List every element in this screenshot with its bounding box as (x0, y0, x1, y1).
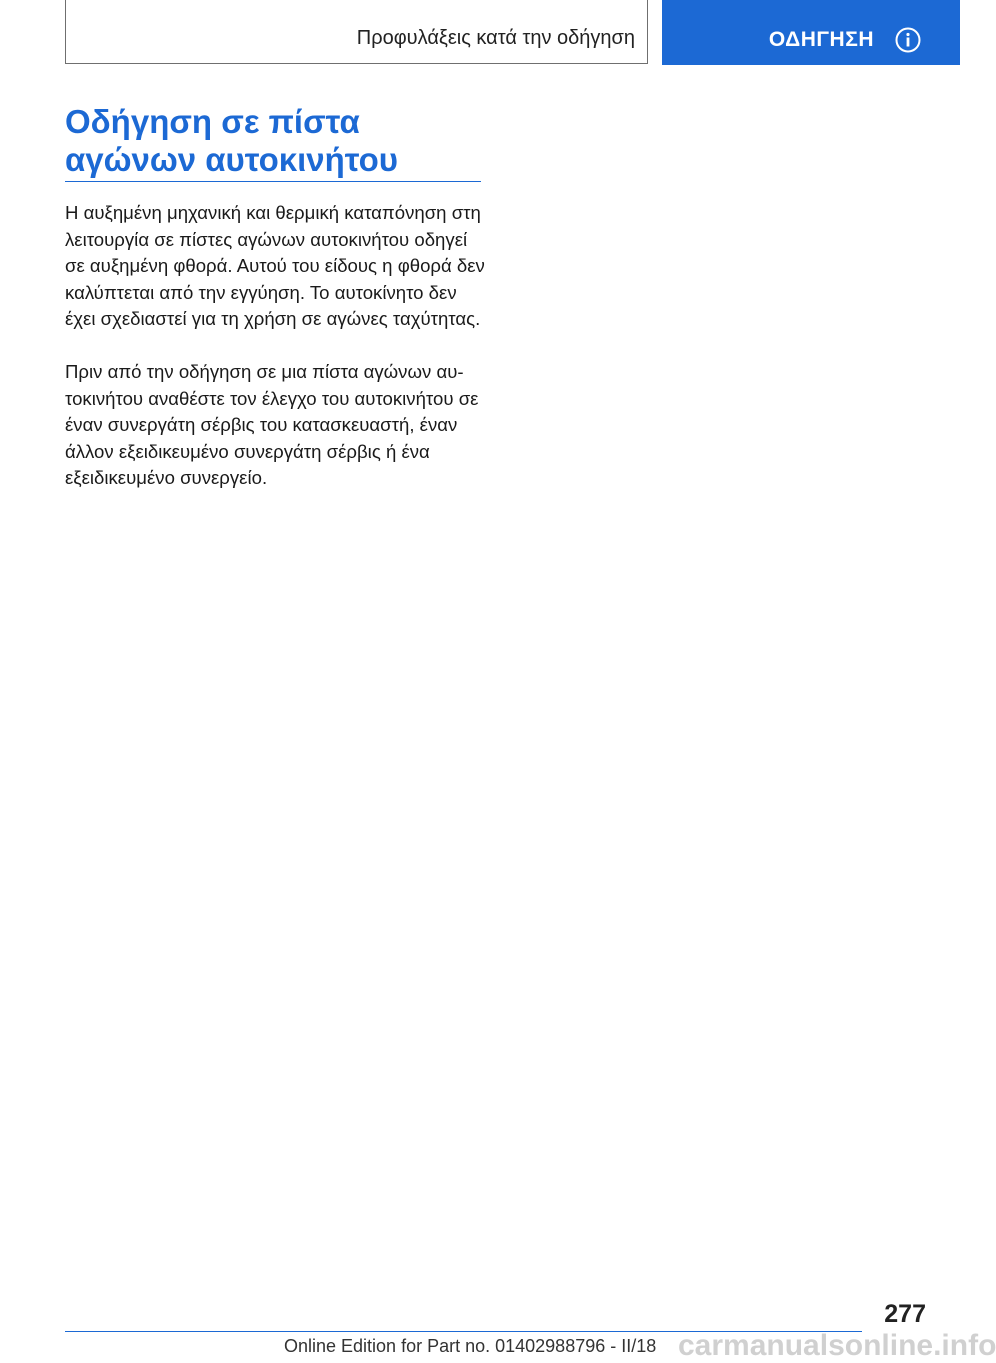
page-title: Οδήγηση σε πίστα αγώνων αυτοκινήτου (65, 103, 398, 178)
header-breadcrumb-box (65, 0, 648, 64)
title-divider (65, 181, 481, 182)
section-tab-label: ΟΔΗΓΗΣΗ (768, 28, 874, 51)
watermark: carmanualsonline.info (678, 1329, 996, 1362)
section-tab[interactable] (662, 0, 960, 65)
body-paragraph: Η αυξημένη μηχανική και θερμική καταπόνηση στη λειτουργία σε πίστες αγώνων αυτοκινήτου οδηγεί σε αυξημένη φθορά. Αυτού του είδους η φθορά δεν καλύπτεται από την εγγύηση. Το αυτοκίνητο δεν έχει σχεδιαστεί για τη χρήση σε αγώνες ταχύτητας. (65, 202, 485, 330)
body-paragraph: Πριν από την οδήγηση σε μια πίστα αγώνων αυτοκινήτου αναθέστε τον έλεγχο του αυτοκινήτου σε έναν συνεργάτη σέρβις του κατασκευαστή, έναν άλλον εξειδικευμένο συνεργάτη σέρβις ή ένα εξειδικευμένο συνεργείο. (65, 361, 479, 489)
info-icon[interactable] (895, 27, 921, 53)
breadcrumb[interactable]: Προφυλάξεις κατά την οδήγηση (356, 27, 635, 49)
page-number: 277 (884, 1300, 926, 1328)
footer-edition: Online Edition for Part no. 01402988796 - II/18 (284, 1336, 657, 1356)
